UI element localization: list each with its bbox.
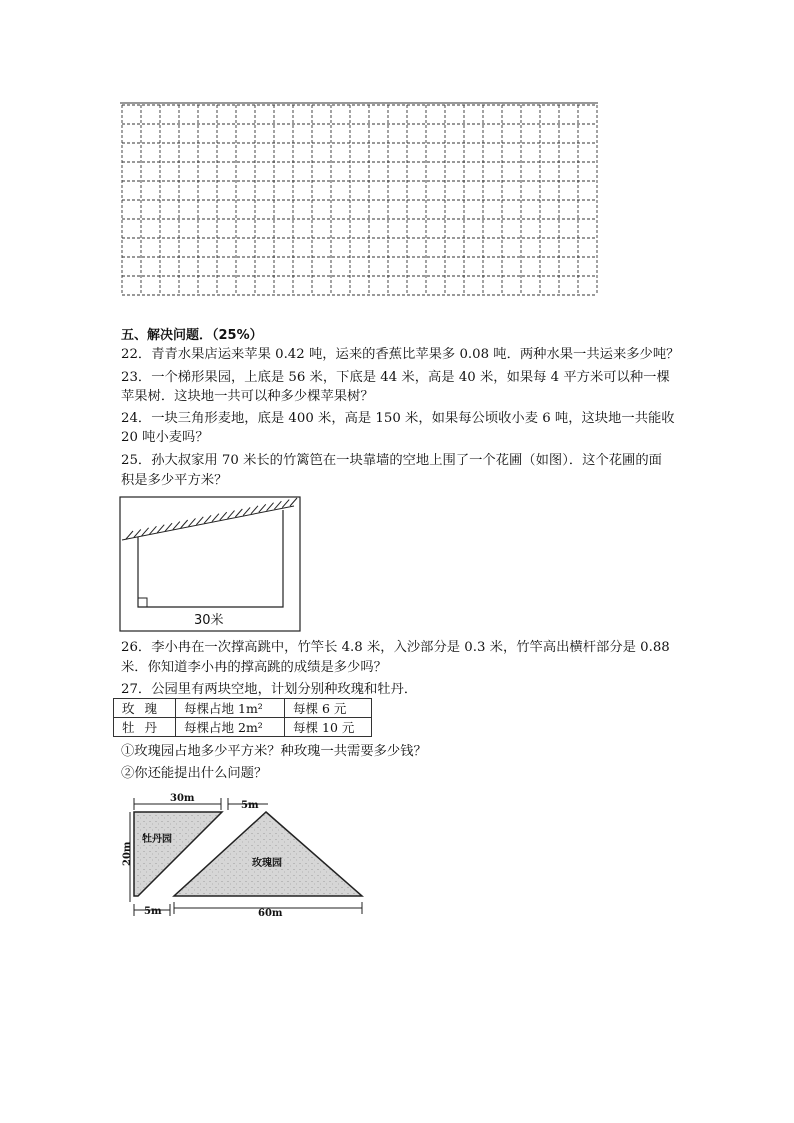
table-row xyxy=(114,718,372,737)
question-26-line-2: 米．你知道李小冉的撑高跳的成绩是多少吗？ xyxy=(121,660,387,675)
table-row xyxy=(114,699,372,718)
plant-cost: 每棵 10 元 xyxy=(285,718,372,737)
bottom-width-label: 60m xyxy=(258,908,283,919)
question-26-line-1: 26．李小冉在一次撑高跳中，竹竿长 4.8 米，入沙部分是 0.3 米，竹竿高出横杆部分是 0.88 xyxy=(121,640,670,655)
garden-figure xyxy=(118,494,304,634)
plant-cost: 每棵 6 元 xyxy=(285,699,372,718)
sub-question-1: ①玫瑰园占地多少平方米？种玫瑰一共需要多少钱？ xyxy=(121,744,427,759)
question-22: 22．青青水果店运来苹果 0.42 吨，运来的香蕉比苹果多 0.08 吨．两种水果一共运来多少吨？ xyxy=(121,347,680,362)
peony-garden-label: 牡丹园 xyxy=(142,834,172,845)
plant-name: 牡丹 xyxy=(114,718,176,737)
price-table xyxy=(113,698,372,737)
question-25-line-2: 积是多少平方米？ xyxy=(121,473,228,488)
question-24-line-2: 20 吨小麦吗？ xyxy=(121,430,209,445)
garden-width-label: 30米 xyxy=(194,613,224,628)
question-27: 27．公园里有两块空地，计划分别种玫瑰和牡丹． xyxy=(121,682,418,697)
question-24-line-1: 24．一块三角形麦地，底是 400 米，高是 150 米，如果每公顷收小麦 6 吨，这块地一共能收 xyxy=(121,411,675,426)
plant-area: 每棵占地 1m² xyxy=(176,699,285,718)
question-25-line-1: 25．孙大叔家用 70 米长的竹篱笆在一块靠墙的空地上围了一个花圃（如图）．这个花圃的面 xyxy=(121,453,662,468)
rose-garden-label: 玫瑰园 xyxy=(252,858,282,869)
section-heading: 五、解决问题．（25%） xyxy=(121,328,263,343)
question-23-line-2: 苹果树．这块地一共可以种多少棵苹果树？ xyxy=(121,389,374,404)
bottom-gap-label: 5m xyxy=(144,906,162,917)
top-width-label: 30m xyxy=(170,793,195,804)
top-gap-label: 5m xyxy=(241,800,259,811)
question-23-line-1: 23．一个梯形果园，上底是 56 米，下底是 44 米，高是 40 米，如果每 4 平方米可以种一棵 xyxy=(121,370,670,385)
writing-grid xyxy=(118,100,600,300)
plant-name: 玫瑰 xyxy=(114,699,176,718)
sub-question-2: ②你还能提出什么问题？ xyxy=(121,766,268,781)
plant-area: 每棵占地 2m² xyxy=(176,718,285,737)
land-figure xyxy=(118,790,368,920)
height-label: 20m xyxy=(122,841,133,866)
